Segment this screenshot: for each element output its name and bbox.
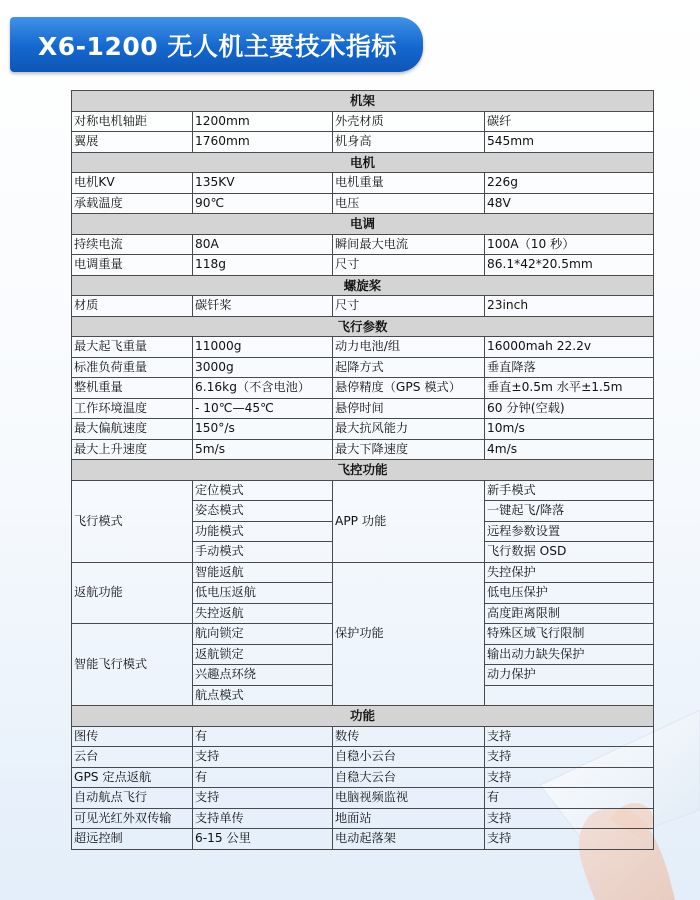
spec-value: 碳钎桨 (193, 296, 333, 317)
spec-value: 4m/s (485, 439, 654, 460)
spec-label: 电脑视频监视 (333, 788, 485, 809)
spec-value: 支持 (485, 808, 654, 829)
spec-label: 超远控制 (72, 829, 193, 850)
spec-value: 48V (485, 193, 654, 214)
table-row (72, 378, 654, 399)
section-header-flight-control: 飞控功能 (72, 460, 654, 481)
table-row (72, 439, 654, 460)
table-row (72, 255, 654, 276)
section-header-propeller: 螺旋桨 (72, 275, 654, 296)
spec-value: 11000g (193, 337, 333, 358)
spec-label: 电机重量 (333, 173, 485, 194)
flight-mode-item: 手动模式 (193, 542, 333, 563)
spec-label: 最大下降速度 (333, 439, 485, 460)
table-row (72, 234, 654, 255)
spec-value: 支持 (485, 747, 654, 768)
spec-label: 电机KV (72, 173, 193, 194)
spec-value: 支持 (485, 767, 654, 788)
spec-value: 90℃ (193, 193, 333, 214)
spec-label: 起降方式 (333, 357, 485, 378)
section-header-frame: 机架 (72, 91, 654, 112)
protection-function-label: 保护功能 (333, 562, 485, 706)
app-function-item: 远程参数设置 (485, 521, 654, 542)
return-function-item: 失控返航 (193, 603, 333, 624)
table-row (72, 562, 654, 583)
spec-value: 垂直±0.5m 水平±1.5m (485, 378, 654, 399)
table-row (72, 296, 654, 317)
spec-value: 545mm (485, 132, 654, 153)
return-function-item: 智能返航 (193, 562, 333, 583)
spec-label: 电调重量 (72, 255, 193, 276)
spec-value: 5m/s (193, 439, 333, 460)
flight-mode-item: 定位模式 (193, 480, 333, 501)
table-row (72, 398, 654, 419)
table-row (72, 132, 654, 153)
protection-function-item: 高度距离限制 (485, 603, 654, 624)
spec-value: 100A（10 秒） (485, 234, 654, 255)
spec-value: 有 (485, 788, 654, 809)
spec-value: 6.16kg（不含电池） (193, 378, 333, 399)
app-function-item: 新手模式 (485, 480, 654, 501)
spec-value: 118g (193, 255, 333, 276)
table-row (72, 480, 654, 501)
table-row (72, 111, 654, 132)
spec-value: 支持 (193, 788, 333, 809)
spec-label: 机身高 (333, 132, 485, 153)
empty-cell (485, 685, 654, 706)
smart-flight-mode-item: 兴趣点环绕 (193, 665, 333, 686)
table-row (72, 337, 654, 358)
spec-label: 动力电池/组 (333, 337, 485, 358)
spec-label: 材质 (72, 296, 193, 317)
spec-value: - 10℃—45℃ (193, 398, 333, 419)
spec-label: 工作环境温度 (72, 398, 193, 419)
section-header-functions: 功能 (72, 706, 654, 727)
return-function-item: 低电压返航 (193, 583, 333, 604)
title-banner (10, 17, 423, 72)
spec-value: 6-15 公里 (193, 829, 333, 850)
protection-function-item: 特殊区域飞行限制 (485, 624, 654, 645)
table-row (72, 193, 654, 214)
spec-label: 瞬间最大电流 (333, 234, 485, 255)
spec-value: 1760mm (193, 132, 333, 153)
spec-value: 支持 (485, 829, 654, 850)
protection-function-item: 输出动力缺失保护 (485, 644, 654, 665)
spec-label: 持续电流 (72, 234, 193, 255)
spec-value: 垂直降落 (485, 357, 654, 378)
spec-label: 悬停精度（GPS 模式） (333, 378, 485, 399)
protection-function-item: 失控保护 (485, 562, 654, 583)
app-function-item: 一键起飞/降落 (485, 501, 654, 522)
spec-label: 自动航点飞行 (72, 788, 193, 809)
page-title: X6-1200 无人机主要技术指标 (38, 32, 397, 61)
table-row (72, 357, 654, 378)
spec-label: 最大抗风能力 (333, 419, 485, 440)
app-function-label: APP 功能 (333, 480, 485, 562)
table-row (72, 808, 654, 829)
spec-label: 尺寸 (333, 296, 485, 317)
spec-label: 翼展 (72, 132, 193, 153)
spec-value: 有 (193, 726, 333, 747)
protection-function-item: 低电压保护 (485, 583, 654, 604)
spec-value: 支持 (485, 726, 654, 747)
spec-label: 标准负荷重量 (72, 357, 193, 378)
spec-label: 数传 (333, 726, 485, 747)
table-row (72, 788, 654, 809)
spec-label: 最大偏航速度 (72, 419, 193, 440)
section-header-flight-params: 飞行参数 (72, 316, 654, 337)
table-row (72, 173, 654, 194)
spec-value: 支持单传 (193, 808, 333, 829)
spec-label: 外壳材质 (333, 111, 485, 132)
spec-label: 尺寸 (333, 255, 485, 276)
spec-label: 可见光红外双传输 (72, 808, 193, 829)
spec-value: 80A (193, 234, 333, 255)
spec-value: 150°/s (193, 419, 333, 440)
spec-label: 图传 (72, 726, 193, 747)
spec-value: 226g (485, 173, 654, 194)
table-row (72, 419, 654, 440)
app-function-item: 飞行数据 OSD (485, 542, 654, 563)
spec-label: 电压 (333, 193, 485, 214)
table-row (72, 767, 654, 788)
spec-label: 承载温度 (72, 193, 193, 214)
spec-value: 3000g (193, 357, 333, 378)
spec-label: 最大起飞重量 (72, 337, 193, 358)
table-row (72, 829, 654, 850)
spec-value: 16000mah 22.2v (485, 337, 654, 358)
flight-mode-label: 飞行模式 (72, 480, 193, 562)
smart-flight-mode-item: 返航锁定 (193, 644, 333, 665)
spec-value: 支持 (193, 747, 333, 768)
spec-value: 23inch (485, 296, 654, 317)
spec-value: 10m/s (485, 419, 654, 440)
smart-flight-mode-item: 航点模式 (193, 685, 333, 706)
section-header-motor: 电机 (72, 152, 654, 173)
smart-flight-mode-label: 智能飞行模式 (72, 624, 193, 706)
return-function-label: 返航功能 (72, 562, 193, 624)
protection-function-item: 动力保护 (485, 665, 654, 686)
spec-label: 地面站 (333, 808, 485, 829)
spec-value: 1200mm (193, 111, 333, 132)
spec-label: 悬停时间 (333, 398, 485, 419)
spec-value: 有 (193, 767, 333, 788)
spec-label: 电动起落架 (333, 829, 485, 850)
spec-label: 自稳小云台 (333, 747, 485, 768)
flight-mode-item: 功能模式 (193, 521, 333, 542)
smart-flight-mode-item: 航向锁定 (193, 624, 333, 645)
flight-mode-item: 姿态模式 (193, 501, 333, 522)
section-header-esc: 电调 (72, 214, 654, 235)
spec-label: 自稳大云台 (333, 767, 485, 788)
spec-label: GPS 定点返航 (72, 767, 193, 788)
table-row (72, 726, 654, 747)
spec-value: 60 分钟(空载) (485, 398, 654, 419)
table-row (72, 747, 654, 768)
spec-value: 86.1*42*20.5mm (485, 255, 654, 276)
spec-label: 最大上升速度 (72, 439, 193, 460)
spec-table (71, 90, 654, 850)
spec-label: 云台 (72, 747, 193, 768)
spec-value: 碳纤 (485, 111, 654, 132)
spec-label: 整机重量 (72, 378, 193, 399)
spec-value: 135KV (193, 173, 333, 194)
spec-label: 对称电机轴距 (72, 111, 193, 132)
